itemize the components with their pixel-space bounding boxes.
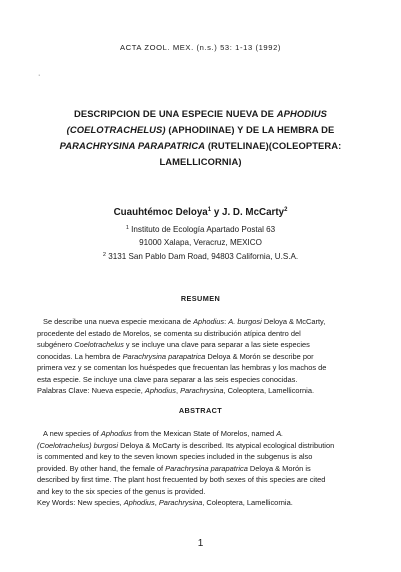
- journal-citation: ACTA ZOOL. MEX. (n.s.) 53: 1-13 (1992): [119, 43, 282, 52]
- text: from the Mexican State of Morelos, named: [131, 429, 277, 438]
- title-species: PARACHRYSINA PARAPATRICA: [59, 140, 206, 151]
- genus-name: Aphodius: [100, 429, 132, 438]
- text: , Coleoptera, Lamellicornia.: [202, 498, 293, 507]
- keywords-label: Palabras Clave:: [37, 386, 90, 395]
- genus-name: Aphodius: [193, 317, 225, 326]
- text-line: primera vez y se comentan los huéspedes que frecuentan las hembras y los machos de: [37, 363, 327, 372]
- genus-name: Parachrysina: [180, 386, 224, 395]
- text-line: esta especie. Se incluye una clave para separar a las seis especies conocidas.: [37, 374, 298, 384]
- text-line: procedente del estado de Morelos, se comenta su distribución atípica dentro del: [37, 328, 301, 338]
- text-line: [37, 463, 364, 475]
- genus-name: Aphodius: [123, 498, 155, 507]
- text: Deloya & Morón is: [247, 463, 311, 473]
- text: y se incluye una clave para separar a las siete especies: [123, 340, 310, 349]
- title-text: (APHODIINAE) Y DE LA HEMBRA DE: [165, 124, 335, 135]
- title-text: (RUTELINAE)(COLEOPTERA:: [205, 140, 342, 151]
- resumen-heading: RESUMEN: [180, 294, 221, 303]
- title-text: LAMELLICORNIA): [159, 156, 242, 167]
- text-line: [37, 440, 364, 452]
- text: ,: [175, 386, 181, 395]
- affiliations: [0, 222, 401, 264]
- text: Se describe una nueva especie mexicana de: [43, 317, 194, 326]
- keywords-line: [37, 497, 364, 509]
- species-name: A. burgosi: [228, 317, 262, 326]
- text-line: and key to the six species of the genus is provided.: [37, 486, 206, 496]
- species-name: A.: [276, 429, 284, 438]
- text: Deloya & Morón se describe por: [205, 351, 314, 361]
- stray-mark: ·: [38, 72, 41, 79]
- text: New species,: [75, 498, 124, 507]
- affiliation-line: Instituto de Ecología Apartado Postal 63: [128, 225, 276, 234]
- text-line: described by first time. The plant host frecuented by both sexes of this species are cited: [37, 475, 326, 484]
- resumen-body: [37, 316, 364, 397]
- species-name: Parachrysina parapatrica: [122, 351, 206, 361]
- keywords-label: Key Words:: [37, 498, 76, 507]
- affiliation-marker: 1: [125, 225, 129, 231]
- affiliation-marker: 1: [207, 207, 212, 213]
- text-line: [37, 339, 364, 351]
- author-list: [0, 207, 401, 218]
- title-subgenus: (COELOTRACHELUS): [66, 124, 166, 135]
- keywords-line: [37, 385, 364, 397]
- text: subgénero: [37, 340, 75, 349]
- page-number: 1: [197, 538, 204, 549]
- author-name: Cuauhtémoc Deloya: [113, 207, 208, 218]
- text: Deloya & McCarty is described. Its atypical ecological distribution: [118, 440, 335, 450]
- affiliation-line: 3131 San Pablo Dam Road, 94803 California, U.S.A.: [106, 252, 299, 261]
- text-line: [37, 316, 364, 328]
- species-name: (Coelotrachelus) burgosi: [37, 440, 119, 450]
- text: conocidas. La hembra de: [37, 351, 123, 361]
- author-name: y J. D. McCarty: [211, 207, 285, 218]
- abstract-heading: ABSTRACT: [178, 406, 223, 415]
- text: :: [224, 317, 229, 326]
- text: A new species of: [43, 429, 101, 438]
- affiliation-marker: 2: [102, 252, 106, 258]
- abstract-body: [37, 428, 364, 509]
- affiliation-marker: 2: [284, 207, 288, 213]
- text-line: is commented and key to the seven known species included in the subgenus is also: [37, 452, 313, 461]
- text-line: [37, 428, 364, 440]
- text: , Coleoptera, Lamellicornia.: [223, 386, 315, 395]
- species-name: Parachrysina parapatrica: [165, 463, 248, 473]
- text: Nueva especie,: [89, 386, 145, 395]
- text: Deloya & McCarty,: [261, 317, 326, 326]
- paper-title: [20, 106, 381, 170]
- genus-name: Aphodius: [144, 386, 176, 395]
- genus-name: Parachrysina: [158, 498, 203, 507]
- title-genus: APHODIUS: [276, 108, 328, 119]
- affiliation-line: 91000 Xalapa, Veracruz, MEXICO: [139, 237, 262, 247]
- text: provided. By other hand, the female of: [37, 463, 166, 473]
- subgenus-name: Coelotrachelus: [74, 340, 124, 349]
- text-line: [37, 351, 364, 363]
- text: ,: [154, 498, 159, 507]
- title-text: DESCRIPCION DE UNA ESPECIE NUEVA DE: [73, 108, 277, 119]
